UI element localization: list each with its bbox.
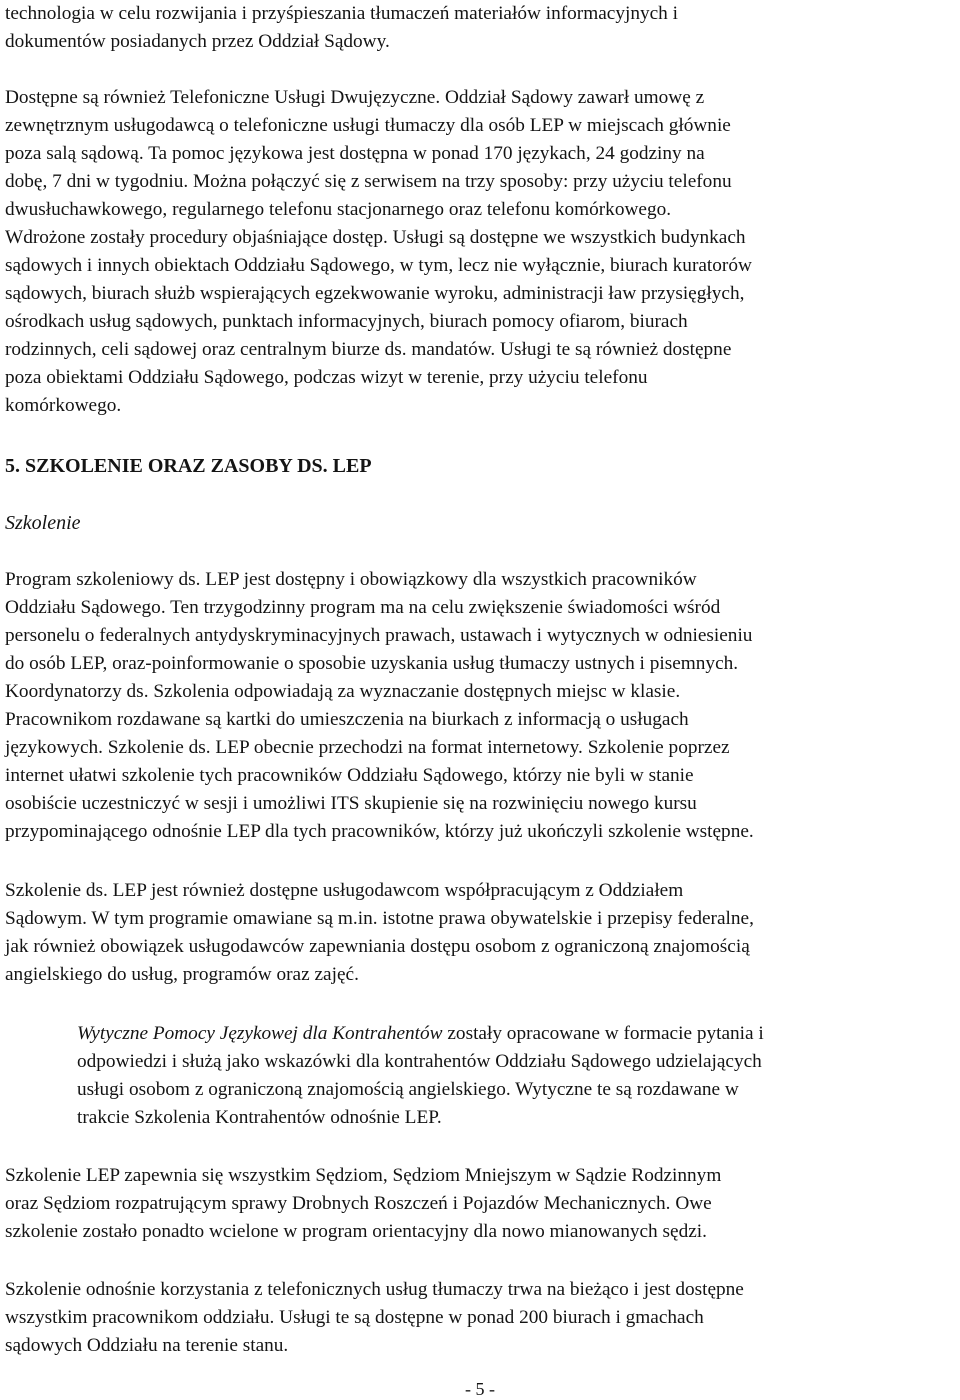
subsection-heading: Szkolenie xyxy=(5,512,81,534)
section-heading: 5. SZKOLENIE ORAZ ZASOBY DS. LEP xyxy=(5,455,372,477)
contractors-paragraph: Szkolenie ds. LEP jest również dostępne usługodawcom współpracującym z Oddziałem Sądowym. W tym programie omawiane są m.in. istotne prawa obywatelskie i przepisy federalne, jak również obowiązek usługodawców zapewniania dostępu osobom z ograniczoną znajomością angielskiego do usług, programów oraz zajęć. xyxy=(5,880,754,985)
page-number: - 5 - xyxy=(465,1379,495,1399)
judges-paragraph: Szkolenie LEP zapewnia się wszystkim Sędziom, Sędziom Mniejszym w Sądzie Rodzinnym oraz Sędziom rozpatrującym sprawy Drobnych Roszczeń i Pojazdów Mechanicznych. Owe szkolenie zostało ponadto wcielone w program orientacyjny dla nowo mianowanych sędzi. xyxy=(5,1165,722,1242)
phone-services-paragraph: Dostępne są również Telefoniczne Usługi Dwujęzyczne. Oddział Sądowy zawarł umowę z zewnętrznym usługodawcą o telefoniczne usługi tłumaczy dla osób LEP w miejscach głównie poza salą sądową. Ta pomoc językowa jest dostępna w ponad 170 językach, 24 godziny na dobę, 7 dni w tygodniu. Można połączyć się z serwisem na trzy sposoby: przy użyciu telefonu dwusłuchawkowego, regularnego telefonu stacjonarnego oraz telefonu komórkowego. Wdrożone zostały procedury objaśniające dostęp. Usługi są dostępne we wszystkich budynkach sądowych i innych obiektach Oddziału Sądowego, w tym, lecz nie wyłącznie, biurach kuratorów sądowych, biurach służb wspierających egzekwowanie wyroku, administracji ław przysięgłych, ośrodkach usług sądowych, punktach informacyjnych, biurach pomocy ofiarom, biurach rodzinnych, celi sądowej oraz centralnym biurze ds. mandatów. Usługi te są również dostępne poza obiektami Oddziału Sądowego, podczas wizyt w terenie, przy użyciu telefonu komórkowego. xyxy=(5,87,752,416)
phone-training-paragraph: Szkolenie odnośnie korzystania z telefonicznych usług tłumaczy trwa na bieżąco i jest dostępne wszystkim pracownikom oddziału. Usługi te są dostępne w ponad 200 biurach i gmachach sądowych Oddziału na terenie stanu. xyxy=(5,1279,744,1356)
guidelines-title: Wytyczne Pomocy Językowej dla Kontrahentów xyxy=(77,1023,443,1044)
training-program-paragraph: Program szkoleniowy ds. LEP jest dostępny i obowiązkowy dla wszystkich pracowników Oddziału Sądowego. Ten trzygodzinny program ma na celu zwiększenie świadomości wśród personelu o federalnych antydyskryminacyjnych prawach, ustawach i wytycznych w odniesieniu do osób LEP, oraz-poinformowanie o sposobie uzyskania usług tłumaczy ustnych i pisemnych. Koordynatorzy ds. Szkolenia odpowiadają za wyznaczanie dostępnych miejsc w klasie. Pracownikom rozdawane są kartki do umieszczenia na biurkach z informacją o usługach językowych. Szkolenie ds. LEP obecnie przechodzi na format internetowy. Szkolenie poprzez internet ułatwi szkolenie tych pracowników Oddziału Sądowego, którzy nie byli w stanie osobiście uczestniczyć w sesji i umożliwi ITS skupienie się na rozwinięciu nowego kursu przypominającego odnośnie LEP dla tych pracowników, którzy już ukończyli szkolenie wstępne. xyxy=(5,569,754,842)
guidelines-paragraph xyxy=(77,1020,957,1132)
guidelines-text: zostały opracowane w formacie pytania i odpowiedzi i służą jako wskazówki dla kontrahentów Oddziału Sądowego udzielających usługi osobom z ograniczoną znajomością angielskiego. Wytyczne te są rozdawane w trakcie Szkolenia Kontrahentów odnośnie LEP. xyxy=(77,1023,764,1128)
intro-paragraph: technologia w celu rozwijania i przyśpieszania tłumaczeń materiałów informacyjnych i dokumentów posiadanych przez Oddział Sądowy. xyxy=(5,3,678,52)
